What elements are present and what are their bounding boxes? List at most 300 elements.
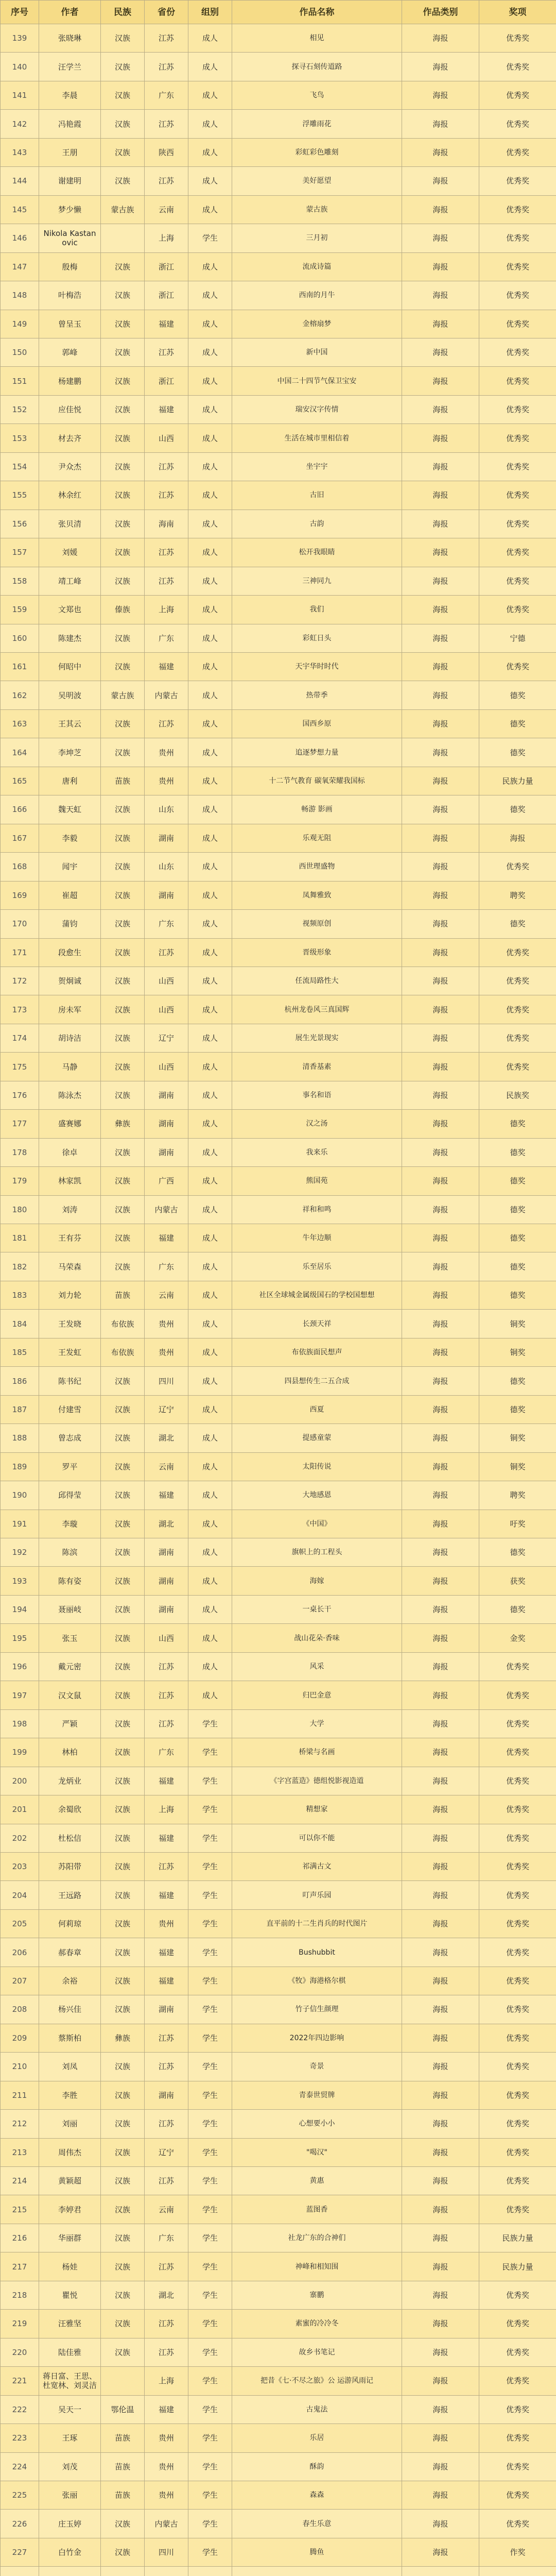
cell-work-title: 古韵 <box>232 510 402 538</box>
cell-work-title: 彩虹日头 <box>232 624 402 652</box>
cell-author: 谢建明 <box>39 167 101 195</box>
cell-work-title: 竹子信生颜理 <box>232 1995 402 2024</box>
cell-author: 马荣森 <box>39 1252 101 1281</box>
cell-province: 上海 <box>145 596 188 624</box>
cell-province: 江苏 <box>145 338 188 366</box>
cell-work-category: 海报 <box>402 252 479 281</box>
cell-work-category: 海报 <box>402 738 479 767</box>
cell-no: 140 <box>1 53 39 81</box>
cell-award: 优秀奖 <box>479 1938 556 1967</box>
cell-work-category: 海报 <box>402 995 479 1024</box>
cell-author: 王发晓 <box>39 1310 101 1338</box>
cell-work-title: 蒙古族 <box>232 195 402 224</box>
cell-author: 冯艳霞 <box>39 110 101 138</box>
cell-province: 湖南 <box>145 1081 188 1109</box>
cell-work-category: 海报 <box>402 910 479 938</box>
cell-author: 殷梅 <box>39 252 101 281</box>
table-row <box>1 452 556 481</box>
cell-ethnicity: 汉族 <box>101 1224 145 1252</box>
cell-author: 贺炯诚 <box>39 967 101 995</box>
cell-work-category: 海报 <box>402 1367 479 1395</box>
cell-no: 162 <box>1 681 39 709</box>
cell-ethnicity: 汉族 <box>101 1195 145 1224</box>
cell-work-title: 森森 <box>232 2481 402 2509</box>
cell-award: 德奖 <box>479 709 556 738</box>
cell-group: 学生 <box>188 1995 232 2024</box>
table-row <box>1 1567 556 1595</box>
cell-province: 福建 <box>145 2395 188 2424</box>
cell-author: 林家凯 <box>39 1167 101 1195</box>
cell-group: 学生 <box>188 2024 232 2052</box>
cell-work-title: 心想要小小 <box>232 2110 402 2138</box>
cell-award: 铜奖 <box>479 1424 556 1452</box>
cell-work-title <box>232 2567 402 2576</box>
table-row <box>1 967 556 995</box>
cell-author: 尹众杰 <box>39 452 101 481</box>
table-row <box>1 1338 556 1366</box>
cell-work-title: 可以你不能 <box>232 1824 402 1852</box>
cell-group: 成人 <box>188 452 232 481</box>
cell-no: 175 <box>1 1053 39 1081</box>
cell-group: 学生 <box>188 1938 232 1967</box>
cell-province: 湖南 <box>145 1110 188 1138</box>
cell-no: 225 <box>1 2481 39 2509</box>
cell-author: 聂丽岐 <box>39 1595 101 1623</box>
cell-ethnicity: 汉族 <box>101 2224 145 2252</box>
cell-ethnicity: 汉族 <box>101 2281 145 2309</box>
table-row <box>1 738 556 767</box>
cell-province: 江苏 <box>145 2110 188 2138</box>
cell-work-category: 海报 <box>402 567 479 595</box>
cell-group: 成人 <box>188 967 232 995</box>
cell-group: 成人 <box>188 1510 232 1538</box>
cell-ethnicity: 汉族 <box>101 1567 145 1595</box>
table-row <box>1 2166 556 2195</box>
cell-no: 209 <box>1 2024 39 2052</box>
cell-work-title: 追逐梦想力量 <box>232 738 402 767</box>
cell-award: 德奖 <box>479 1110 556 1138</box>
cell-no: 166 <box>1 795 39 824</box>
cell-group: 成人 <box>188 1424 232 1452</box>
cell-author: 吴明波 <box>39 681 101 709</box>
cell-no: 178 <box>1 1138 39 1166</box>
cell-no: 150 <box>1 338 39 366</box>
cell-group: 成人 <box>188 1053 232 1081</box>
cell-group: 成人 <box>188 24 232 53</box>
cell-author: 王琢 <box>39 2424 101 2452</box>
cell-work-title: 十二节气教育 碳氧荣耀我国标 <box>232 767 402 795</box>
cell-no: 163 <box>1 709 39 738</box>
table-row <box>1 1510 556 1538</box>
cell-ethnicity: 汉族 <box>101 1824 145 1852</box>
cell-award: 优秀奖 <box>479 452 556 481</box>
cell-work-title: 流成诗篇 <box>232 252 402 281</box>
cell-author: 王有芬 <box>39 1224 101 1252</box>
cell-award: 优秀奖 <box>479 1795 556 1824</box>
table-row <box>1 1252 556 1281</box>
cell-award: 优秀奖 <box>479 1053 556 1081</box>
cell-work-title: 彩虹彩色雕刻 <box>232 138 402 166</box>
table-row <box>1 1395 556 1423</box>
cell-author: 周伟杰 <box>39 2138 101 2166</box>
cell-group: 成人 <box>188 195 232 224</box>
cell-province: 江苏 <box>145 1652 188 1681</box>
table-row <box>1 1081 556 1109</box>
cell-province: 福建 <box>145 652 188 681</box>
cell-award: 吁奖 <box>479 1510 556 1538</box>
cell-no: 171 <box>1 938 39 967</box>
cell-work-title: 金榕扇梦 <box>232 310 402 338</box>
cell-award: 优秀奖 <box>479 2138 556 2166</box>
cell-ethnicity: 苗族 <box>101 2424 145 2452</box>
cell-author: 房未军 <box>39 995 101 1024</box>
cell-work-category: 海报 <box>402 1567 479 1595</box>
cell-work-category: 海报 <box>402 2538 479 2566</box>
cell-author: 叶梅浩 <box>39 281 101 310</box>
cell-author: 苏阳带 <box>39 1853 101 1881</box>
cell-group: 学生 <box>188 1909 232 1938</box>
cell-work-category: 海报 <box>402 1824 479 1852</box>
cell-author: 陈泳杰 <box>39 1081 101 1109</box>
cell-award: 优秀奖 <box>479 281 556 310</box>
cell-no: 161 <box>1 652 39 681</box>
table-row <box>1 281 556 310</box>
table-row <box>1 881 556 909</box>
cell-work-category: 海报 <box>402 2424 479 2452</box>
cell-province: 广东 <box>145 2224 188 2252</box>
cell-work-category: 海报 <box>402 2481 479 2509</box>
cell-ethnicity: 汉族 <box>101 824 145 852</box>
cell-work-category: 海报 <box>402 1481 479 1510</box>
cell-group: 学生 <box>188 2538 232 2566</box>
cell-province: 福建 <box>145 1767 188 1795</box>
table-row <box>1 1452 556 1481</box>
cell-award: 优秀奖 <box>479 2081 556 2109</box>
cell-work-title: 西世理盛物 <box>232 853 402 881</box>
cell-work-category: 海报 <box>402 652 479 681</box>
cell-ethnicity: 汉族 <box>101 2252 145 2281</box>
cell-work-title: 探寻石刻传道路 <box>232 53 402 81</box>
table-row <box>1 995 556 1024</box>
cell-work-category: 海报 <box>402 1709 479 1738</box>
table-row <box>1 1853 556 1881</box>
cell-award: 优秀奖 <box>479 2024 556 2052</box>
cell-group: 学生 <box>188 2452 232 2481</box>
cell-work-title: 海嫁 <box>232 1567 402 1595</box>
cell-province: 江苏 <box>145 709 188 738</box>
table-row <box>1 252 556 281</box>
cell-province: 浙江 <box>145 367 188 395</box>
cell-no: 194 <box>1 1595 39 1623</box>
cell-ethnicity: 布依族 <box>101 1310 145 1338</box>
cell-province: 湖南 <box>145 824 188 852</box>
cell-work-title: 长颈天祥 <box>232 1310 402 1338</box>
table-row <box>1 24 556 53</box>
cell-no: 214 <box>1 2166 39 2195</box>
cell-work-title: 2022年四边影响 <box>232 2024 402 2052</box>
cell-no: 195 <box>1 1624 39 1652</box>
cell-ethnicity: 汉族 <box>101 1967 145 1995</box>
cell-award: 优秀奖 <box>479 853 556 881</box>
cell-no: 196 <box>1 1652 39 1681</box>
cell-work-category <box>402 2567 479 2576</box>
cell-work-title: 美好愿望 <box>232 167 402 195</box>
cell-author: 严颖 <box>39 1709 101 1738</box>
cell-work-title: 飞鸟 <box>232 81 402 109</box>
cell-no: 183 <box>1 1281 39 1309</box>
cell-group: 成人 <box>188 596 232 624</box>
cell-no: 185 <box>1 1338 39 1366</box>
cell-group: 成人 <box>188 1395 232 1423</box>
cell-work-category: 海报 <box>402 424 479 452</box>
cell-work-category: 海报 <box>402 2452 479 2481</box>
cell-group: 成人 <box>188 395 232 423</box>
cell-work-title: 熊国苑 <box>232 1167 402 1195</box>
cell-work-title: 生活在城市里相信着 <box>232 424 402 452</box>
table-row <box>1 1909 556 1938</box>
cell-ethnicity: 苗族 <box>101 2452 145 2481</box>
cell-award: 德奖 <box>479 738 556 767</box>
cell-ethnicity: 汉族 <box>101 1367 145 1395</box>
cell-award: 获奖 <box>479 1567 556 1595</box>
cell-group: 成人 <box>188 281 232 310</box>
table-body <box>1 24 556 2576</box>
cell-award: 德奖 <box>479 1595 556 1623</box>
cell-province: 山东 <box>145 795 188 824</box>
cell-group: 成人 <box>188 1595 232 1623</box>
cell-group: 成人 <box>188 367 232 395</box>
cell-award: 聘奖 <box>479 1481 556 1510</box>
table-row <box>1 1310 556 1338</box>
cell-no: 139 <box>1 24 39 53</box>
cell-award: 海报 <box>479 824 556 852</box>
cell-work-category: 海报 <box>402 795 479 824</box>
cell-author: 刘涛 <box>39 1195 101 1224</box>
cell-author: 闻宇 <box>39 853 101 881</box>
cell-work-category: 海报 <box>402 1595 479 1623</box>
cell-award: 民族奖 <box>479 1081 556 1109</box>
cell-work-category: 海报 <box>402 1909 479 1938</box>
table-row <box>1 338 556 366</box>
cell-work-title: 展生光景现实 <box>232 1024 402 1052</box>
cell-award: 优秀奖 <box>479 1709 556 1738</box>
table-row <box>1 681 556 709</box>
cell-province: 江苏 <box>145 2310 188 2338</box>
cell-award: 优秀奖 <box>479 1652 556 1681</box>
cell-province: 江苏 <box>145 2338 188 2366</box>
cell-province: 贵州 <box>145 1310 188 1338</box>
cell-work-title: 《字宫蓝造》德组悦影视造道 <box>232 1767 402 1795</box>
cell-group: 成人 <box>188 1224 232 1252</box>
cell-work-category: 海报 <box>402 2195 479 2224</box>
cell-award: 优秀奖 <box>479 110 556 138</box>
cell-no: 213 <box>1 2138 39 2166</box>
cell-no: 219 <box>1 2310 39 2338</box>
cell-group: 成人 <box>188 709 232 738</box>
cell-ethnicity: 汉族 <box>101 1252 145 1281</box>
cell-group: 学生 <box>188 2195 232 2224</box>
cell-group: 成人 <box>188 910 232 938</box>
table-row <box>1 1110 556 1138</box>
cell-work-category: 海报 <box>402 1053 479 1081</box>
cell-ethnicity: 汉族 <box>101 1538 145 1567</box>
cell-author: 龙炳业 <box>39 1767 101 1795</box>
cell-province: 福建 <box>145 1824 188 1852</box>
cell-group: 成人 <box>188 167 232 195</box>
cell-province: 江苏 <box>145 24 188 53</box>
cell-award: 优秀奖 <box>479 1853 556 1881</box>
cell-work-category: 海报 <box>402 2367 479 2395</box>
cell-province: 贵州 <box>145 2452 188 2481</box>
cell-ethnicity: 汉族 <box>101 452 145 481</box>
cell-award: 优秀奖 <box>479 1738 556 1767</box>
cell-work-category: 海报 <box>402 1995 479 2024</box>
cell-work-title: 酥韵 <box>232 2452 402 2481</box>
cell-ethnicity: 汉族 <box>101 795 145 824</box>
cell-no: 212 <box>1 2110 39 2138</box>
cell-ethnicity: 苗族 <box>101 1281 145 1309</box>
cell-no: 200 <box>1 1767 39 1795</box>
cell-province: 江苏 <box>145 53 188 81</box>
cell-award: 德奖 <box>479 1538 556 1567</box>
cell-ethnicity: 汉族 <box>101 2538 145 2566</box>
cell-work-title: 西南的月牛 <box>232 281 402 310</box>
cell-province: 江苏 <box>145 1709 188 1738</box>
cell-ethnicity: 汉族 <box>101 1167 145 1195</box>
cell-province: 江苏 <box>145 567 188 595</box>
cell-work-title: 古鬼法 <box>232 2395 402 2424</box>
cell-ethnicity: 汉族 <box>101 567 145 595</box>
cell-work-title: 松开我眼睛 <box>232 538 402 567</box>
cell-author: 徐卓 <box>39 1138 101 1166</box>
cell-no: 226 <box>1 2510 39 2538</box>
cell-author: 罗平 <box>39 1452 101 1481</box>
cell-author: 李晨 <box>39 81 101 109</box>
cell-ethnicity: 布依族 <box>101 1338 145 1366</box>
cell-award: 作奖 <box>479 2538 556 2566</box>
cell-province: 湖北 <box>145 2281 188 2309</box>
cell-work-title: 乐观无阻 <box>232 824 402 852</box>
cell-award: 优秀奖 <box>479 481 556 510</box>
cell-author: 蔡斯柏 <box>39 2024 101 2052</box>
cell-province: 山东 <box>145 853 188 881</box>
cell-group: 成人 <box>188 1338 232 1366</box>
cell-work-category: 海报 <box>402 53 479 81</box>
cell-group: 学生 <box>188 2110 232 2138</box>
table-row <box>1 1881 556 1909</box>
cell-award: 铜奖 <box>479 1310 556 1338</box>
cell-work-title: 蓝图香 <box>232 2195 402 2224</box>
cell-work-title: 旗帜上的工程头 <box>232 1538 402 1567</box>
cell-province: 湖南 <box>145 2081 188 2109</box>
cell-author: 林柏 <box>39 1738 101 1767</box>
cell-group: 成人 <box>188 1252 232 1281</box>
table-row <box>1 2310 556 2338</box>
cell-award: 优秀奖 <box>479 395 556 423</box>
cell-work-category: 海报 <box>402 1110 479 1138</box>
cell-ethnicity: 汉族 <box>101 510 145 538</box>
cell-work-title: 腾鱼 <box>232 2538 402 2566</box>
cell-province: 辽宁 <box>145 2138 188 2166</box>
cell-work-title: 西夏 <box>232 1395 402 1423</box>
cell-group: 成人 <box>188 1567 232 1595</box>
cell-award: 优秀奖 <box>479 310 556 338</box>
cell-group: 成人 <box>188 1452 232 1481</box>
cell-province: 湖南 <box>145 1138 188 1166</box>
cell-work-category: 海报 <box>402 224 479 252</box>
cell-province: 贵州 <box>145 1909 188 1938</box>
cell-province: 福建 <box>145 1938 188 1967</box>
cell-author: 刘茂 <box>39 2452 101 2481</box>
table-row <box>1 1424 556 1452</box>
cell-group: 学生 <box>188 1881 232 1909</box>
cell-no: 227 <box>1 2538 39 2566</box>
table-row <box>1 1795 556 1824</box>
cell-ethnicity: 彝族 <box>101 1110 145 1138</box>
cell-no: 147 <box>1 252 39 281</box>
cell-no: 157 <box>1 538 39 567</box>
cell-author: 靖工峰 <box>39 567 101 595</box>
header-ethnicity: 民族 <box>101 1 145 24</box>
cell-no: 145 <box>1 195 39 224</box>
cell-work-category: 海报 <box>402 2395 479 2424</box>
cell-no: 148 <box>1 281 39 310</box>
cell-no <box>1 2567 39 2576</box>
table-row <box>1 138 556 166</box>
table-row <box>1 2510 556 2538</box>
cell-author: 瞿悦 <box>39 2281 101 2309</box>
cell-province: 湖南 <box>145 1567 188 1595</box>
table-row <box>1 2395 556 2424</box>
table-row <box>1 1767 556 1795</box>
cell-work-title: 坐宇宇 <box>232 452 402 481</box>
cell-work-category: 海报 <box>402 110 479 138</box>
cell-no: 168 <box>1 853 39 881</box>
cell-group: 学生 <box>188 1853 232 1881</box>
cell-work-category: 海报 <box>402 967 479 995</box>
cell-award: 优秀奖 <box>479 1024 556 1052</box>
cell-award: 铜奖 <box>479 1338 556 1366</box>
cell-award: 优秀奖 <box>479 1995 556 2024</box>
cell-award: 优秀奖 <box>479 2395 556 2424</box>
cell-ethnicity: 汉族 <box>101 967 145 995</box>
cell-award: 优秀奖 <box>479 510 556 538</box>
cell-author: 华丽群 <box>39 2224 101 2252</box>
cell-ethnicity: 汉族 <box>101 1452 145 1481</box>
cell-province: 广西 <box>145 1167 188 1195</box>
cell-author: 李婷君 <box>39 2195 101 2224</box>
cell-work-category: 海报 <box>402 2166 479 2195</box>
cell-author: 汪学兰 <box>39 53 101 81</box>
cell-work-category: 海报 <box>402 1024 479 1052</box>
cell-no: 218 <box>1 2281 39 2309</box>
cell-work-category: 海报 <box>402 1681 479 1709</box>
table-row <box>1 2567 556 2576</box>
cell-award: 优秀奖 <box>479 938 556 967</box>
cell-author: 陈滨 <box>39 1538 101 1567</box>
table-row <box>1 910 556 938</box>
table-row <box>1 1138 556 1166</box>
cell-work-category: 海报 <box>402 767 479 795</box>
cell-ethnicity <box>101 2567 145 2576</box>
cell-work-title: 提感童蒙 <box>232 1424 402 1452</box>
cell-author: 戴元密 <box>39 1652 101 1681</box>
cell-no: 169 <box>1 881 39 909</box>
table-row <box>1 709 556 738</box>
cell-award: 优秀奖 <box>479 2481 556 2509</box>
cell-province: 江苏 <box>145 2024 188 2052</box>
cell-work-title: 新中国 <box>232 338 402 366</box>
